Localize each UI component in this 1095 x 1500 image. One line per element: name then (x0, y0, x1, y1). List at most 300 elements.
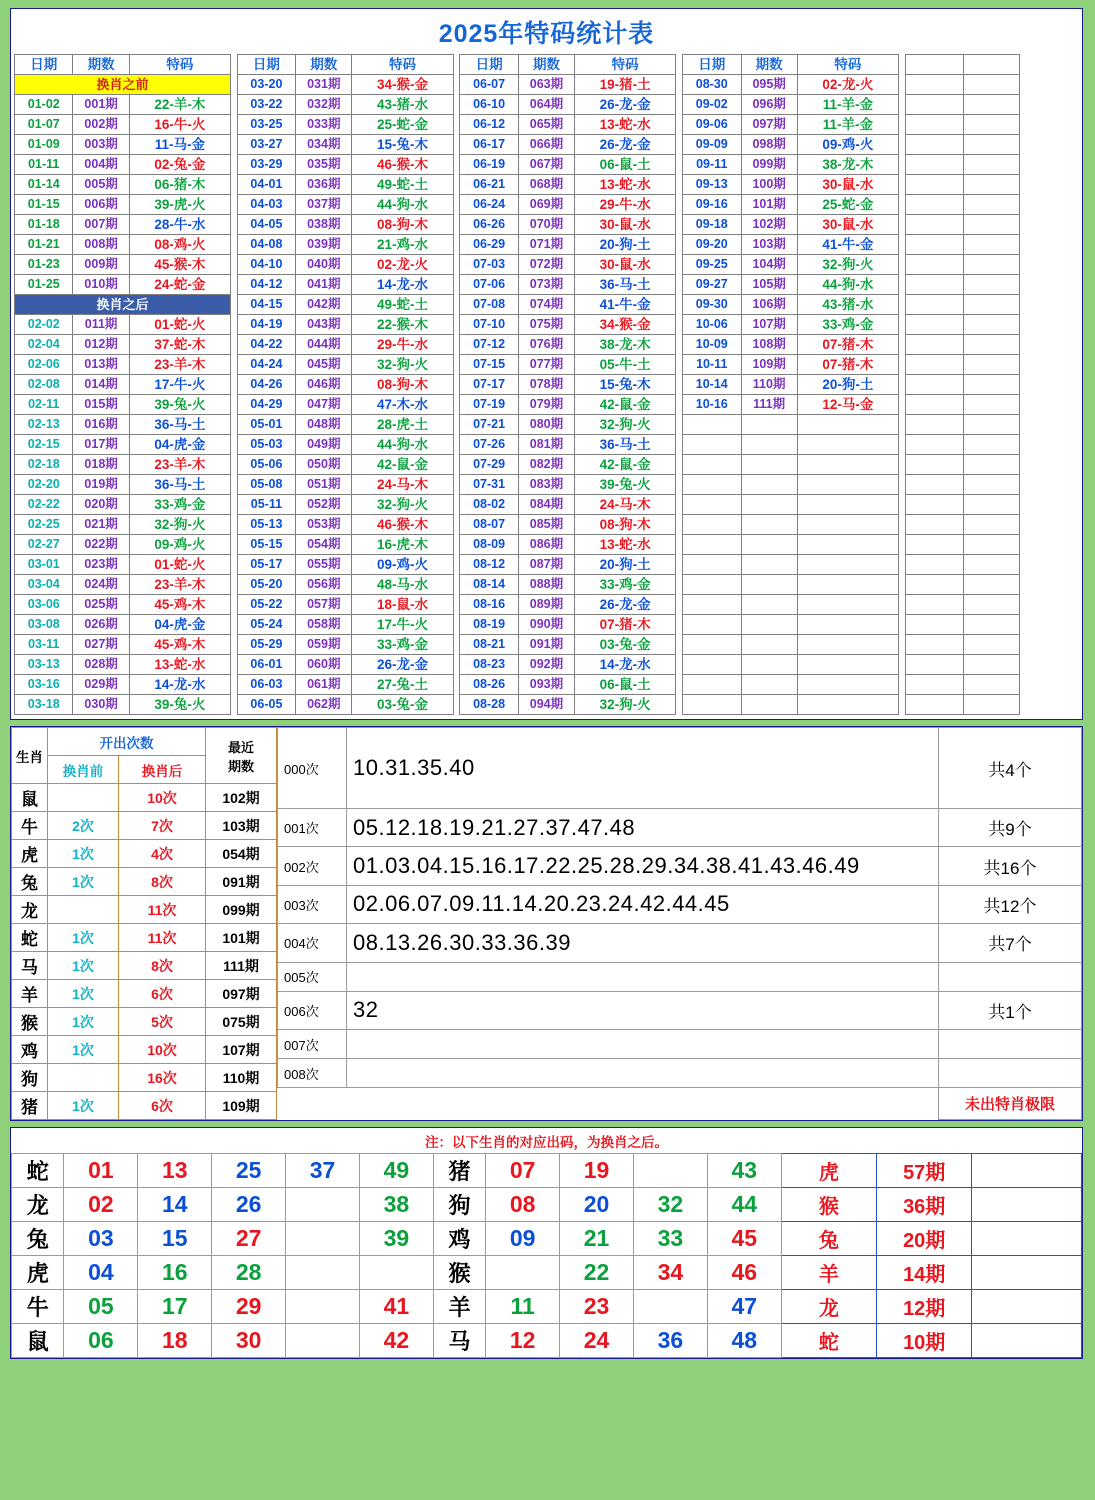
spare-cell (964, 515, 1020, 535)
recent-issue: 075期 (206, 1008, 277, 1036)
limit-zodiac: 龙 (781, 1290, 876, 1324)
spare-cell (964, 95, 1020, 115)
cell-code: 16-虎-木 (352, 535, 453, 555)
recent-issue: 101期 (206, 924, 277, 952)
spare-cell (905, 135, 963, 155)
column-gap (230, 555, 237, 575)
cell-code: 21-鸡-水 (352, 235, 453, 255)
cell-issue: 069期 (518, 195, 574, 215)
zodiac-row (12, 784, 277, 812)
column-gap (898, 395, 905, 415)
column-gap (230, 635, 237, 655)
cell-code: 42-鼠-金 (575, 455, 676, 475)
bottom-number: 37 (286, 1154, 360, 1188)
cell-code: 17-牛-火 (352, 615, 453, 635)
cell-date: 07-29 (460, 455, 518, 475)
cell-issue: 065期 (518, 115, 574, 135)
column-gap (676, 195, 683, 215)
table-row (15, 475, 1079, 495)
count-before (48, 1064, 119, 1092)
cell-date: 03-18 (15, 695, 73, 715)
bottom-zodiac-right: 猪 (433, 1154, 485, 1188)
bottom-number: 29 (212, 1290, 286, 1324)
spare-cell (905, 475, 963, 495)
cell-issue: 064期 (518, 95, 574, 115)
spare-cell (964, 135, 1020, 155)
bottom-number: 03 (64, 1222, 138, 1256)
column-gap (230, 515, 237, 535)
cell-issue: 052期 (296, 495, 352, 515)
table-row (15, 535, 1079, 555)
column-gap (676, 695, 683, 715)
recent-line1: 最近 (227, 739, 254, 755)
cell-date: 06-29 (460, 235, 518, 255)
col-header-date: 日期 (683, 55, 741, 75)
cell-issue: 096期 (741, 95, 797, 115)
cell-code: 32-狗-火 (352, 495, 453, 515)
cell-code: 24-蛇-金 (129, 275, 230, 295)
column-gap (898, 115, 905, 135)
cell-code: 41-牛-金 (575, 295, 676, 315)
column-gap (898, 55, 905, 75)
limit-zodiac: 蛇 (781, 1324, 876, 1358)
column-gap (230, 55, 237, 75)
cell-code: 18-鼠-水 (352, 595, 453, 615)
table-row (15, 155, 1079, 175)
cell-code: 26-龙-金 (575, 95, 676, 115)
spare-cell (964, 595, 1020, 615)
bottom-zodiac-left: 蛇 (12, 1154, 64, 1188)
recent-line2: 期数 (227, 758, 254, 774)
spare-cell (964, 355, 1020, 375)
column-gap (453, 435, 460, 455)
bottom-number: 12 (486, 1324, 560, 1358)
column-gap (676, 175, 683, 195)
freq-numbers (347, 1059, 939, 1088)
limit-zodiac: 兔 (781, 1222, 876, 1256)
spare-cell (905, 455, 963, 475)
cell-issue: 102期 (741, 215, 797, 235)
bottom-number: 16 (138, 1256, 212, 1290)
empty-cell (683, 455, 741, 475)
cell-issue: 027期 (73, 635, 129, 655)
zodiac-row (12, 1064, 277, 1092)
zodiac-name: 牛 (12, 812, 48, 840)
column-gap (676, 315, 683, 335)
count-after: 11次 (119, 924, 206, 952)
empty-cell (797, 695, 898, 715)
cell-issue: 075期 (518, 315, 574, 335)
cell-issue: 005期 (73, 175, 129, 195)
zodiac-name: 虎 (12, 840, 48, 868)
spare-cell (905, 575, 963, 595)
cell-issue: 001期 (73, 95, 129, 115)
column-gap (898, 515, 905, 535)
table-head (15, 55, 1079, 75)
column-gap (230, 135, 237, 155)
empty-cell (683, 435, 741, 455)
spare-cell (905, 215, 963, 235)
empty-cell (683, 415, 741, 435)
bottom-number: 15 (138, 1222, 212, 1256)
cell-code: 26-龙-金 (575, 595, 676, 615)
spare-cell (905, 595, 963, 615)
freq-numbers: 08.13.26.30.33.36.39 (347, 924, 939, 962)
bottom-number: 47 (707, 1290, 781, 1324)
column-gap (453, 535, 460, 555)
cell-code: 04-虎-金 (129, 435, 230, 455)
cell-issue: 084期 (518, 495, 574, 515)
empty-cell (797, 635, 898, 655)
cell-code: 06-鼠-土 (575, 155, 676, 175)
cell-issue: 058期 (296, 615, 352, 635)
freq-numbers: 05.12.18.19.21.27.37.47.48 (347, 809, 939, 847)
cell-date: 06-19 (460, 155, 518, 175)
bottom-number: 38 (359, 1188, 433, 1222)
cell-code: 14-龙-水 (352, 275, 453, 295)
cell-issue: 009期 (73, 255, 129, 275)
cell-date: 10-16 (683, 395, 741, 415)
recent-issue: 097期 (206, 980, 277, 1008)
spare-cell (964, 655, 1020, 675)
column-gap (230, 315, 237, 335)
cell-date: 02-25 (15, 515, 73, 535)
bottom-number: 49 (359, 1154, 433, 1188)
middle-panel (10, 726, 1083, 1121)
table-row (15, 675, 1079, 695)
table-row (15, 515, 1079, 535)
zodiac-row (12, 1036, 277, 1064)
cell-code: 34-猴-金 (575, 315, 676, 335)
cell-code: 08-狗-木 (352, 375, 453, 395)
limit-spare (972, 1188, 1082, 1222)
column-gap (676, 275, 683, 295)
column-gap (898, 615, 905, 635)
spare-cell (905, 495, 963, 515)
cell-code: 34-猴-金 (352, 75, 453, 95)
bottom-number: 06 (64, 1324, 138, 1358)
frequency-table (277, 727, 1082, 1120)
cell-date: 03-29 (237, 155, 295, 175)
freq-total: 共4个 (939, 728, 1082, 809)
bottom-zodiac-right: 猴 (433, 1256, 485, 1290)
cell-code: 32-狗-火 (352, 355, 453, 375)
cell-code: 24-马-木 (575, 495, 676, 515)
column-gap (230, 335, 237, 355)
column-gap (453, 175, 460, 195)
cell-code: 22-羊-木 (129, 95, 230, 115)
cell-issue: 048期 (296, 415, 352, 435)
spare-cell (905, 275, 963, 295)
empty-cell (683, 595, 741, 615)
cell-code: 29-牛-水 (575, 195, 676, 215)
cell-issue: 015期 (73, 395, 129, 415)
spare-cell (905, 295, 963, 315)
limit-spare (972, 1222, 1082, 1256)
column-gap (230, 175, 237, 195)
spare-cell (905, 675, 963, 695)
limit-periods: 12期 (877, 1290, 972, 1324)
count-before: 1次 (48, 952, 119, 980)
cell-date: 08-09 (460, 535, 518, 555)
cell-date: 01-14 (15, 175, 73, 195)
column-gap (898, 555, 905, 575)
recent-issue: 111期 (206, 952, 277, 980)
empty-cell (683, 575, 741, 595)
spare-cell (905, 635, 963, 655)
table-row (15, 555, 1079, 575)
cell-code: 42-鼠-金 (575, 395, 676, 415)
cell-code: 43-猪-水 (352, 95, 453, 115)
cell-date: 08-07 (460, 515, 518, 535)
bottom-number: 46 (707, 1256, 781, 1290)
bottom-zodiac-right: 狗 (433, 1188, 485, 1222)
cell-code: 26-龙-金 (575, 135, 676, 155)
spare-cell (905, 355, 963, 375)
cell-date: 07-19 (460, 395, 518, 415)
empty-cell (741, 495, 797, 515)
bottom-number: 07 (486, 1154, 560, 1188)
cell-code: 23-羊-木 (129, 455, 230, 475)
col-header-date: 日期 (460, 55, 518, 75)
bottom-number: 30 (212, 1324, 286, 1358)
bottom-zodiac-right: 羊 (433, 1290, 485, 1324)
col-header-issue: 期数 (296, 55, 352, 75)
cell-issue: 003期 (73, 135, 129, 155)
recent-issue: 102期 (206, 784, 277, 812)
bottom-number: 43 (707, 1154, 781, 1188)
recent-issue: 109期 (206, 1092, 277, 1120)
bottom-number: 09 (486, 1222, 560, 1256)
column-gap (676, 155, 683, 175)
column-gap (453, 235, 460, 255)
cell-issue: 103期 (741, 235, 797, 255)
cell-date: 03-13 (15, 655, 73, 675)
empty-cell (741, 435, 797, 455)
cell-date: 04-24 (237, 355, 295, 375)
cell-code: 25-蛇-金 (797, 195, 898, 215)
cell-date: 09-16 (683, 195, 741, 215)
count-after: 10次 (119, 1036, 206, 1064)
column-gap (453, 415, 460, 435)
cell-code: 25-蛇-金 (352, 115, 453, 135)
cell-issue: 021期 (73, 515, 129, 535)
column-gap (898, 495, 905, 515)
cell-issue: 090期 (518, 615, 574, 635)
empty-cell (683, 475, 741, 495)
table-row (15, 275, 1079, 295)
bottom-number: 32 (633, 1188, 707, 1222)
page-title: 2025年特码统计表 (438, 20, 655, 48)
bottom-number: 33 (633, 1222, 707, 1256)
bottom-number: 20 (560, 1188, 634, 1222)
bottom-number: 25 (212, 1154, 286, 1188)
column-gap (676, 115, 683, 135)
cell-code: 41-牛-金 (797, 235, 898, 255)
cell-date: 05-22 (237, 595, 295, 615)
column-gap (230, 195, 237, 215)
cell-date: 04-29 (237, 395, 295, 415)
table-row (15, 635, 1079, 655)
cell-issue: 022期 (73, 535, 129, 555)
spare-cell (964, 275, 1020, 295)
cell-code: 03-兔-金 (575, 635, 676, 655)
cell-issue: 007期 (73, 215, 129, 235)
limit-spare (972, 1256, 1082, 1290)
spare-cell (905, 115, 963, 135)
column-gap (676, 55, 683, 75)
column-gap (453, 95, 460, 115)
cell-issue: 018期 (73, 455, 129, 475)
spare-cell (905, 195, 963, 215)
column-gap (898, 135, 905, 155)
special-code-table (14, 54, 1079, 715)
bottom-number: 02 (64, 1188, 138, 1222)
cell-date: 07-12 (460, 335, 518, 355)
column-gap (676, 475, 683, 495)
column-gap (898, 255, 905, 275)
spare-cell (964, 235, 1020, 255)
column-gap (230, 155, 237, 175)
cell-issue: 051期 (296, 475, 352, 495)
cell-issue: 037期 (296, 195, 352, 215)
cell-issue: 079期 (518, 395, 574, 415)
cell-date: 04-01 (237, 175, 295, 195)
cell-issue: 077期 (518, 355, 574, 375)
cell-issue: 061期 (296, 675, 352, 695)
zodiac-row (12, 868, 277, 896)
freq-numbers: 01.03.04.15.16.17.22.25.28.29.34.38.41.43.46.49 (347, 847, 939, 885)
spare-cell (964, 295, 1020, 315)
cell-code: 13-蛇-水 (575, 115, 676, 135)
column-gap (898, 335, 905, 355)
cell-issue: 010期 (73, 275, 129, 295)
bottom-zodiac-right: 鸡 (433, 1222, 485, 1256)
spare-cell (905, 395, 963, 415)
spare-cell (964, 535, 1020, 555)
cell-issue: 080期 (518, 415, 574, 435)
bottom-number: 34 (633, 1256, 707, 1290)
cell-date: 06-21 (460, 175, 518, 195)
spare-cell (964, 155, 1020, 175)
column-gap (230, 495, 237, 515)
cell-date: 07-06 (460, 275, 518, 295)
cell-issue: 044期 (296, 335, 352, 355)
column-gap (230, 455, 237, 475)
column-gap (230, 215, 237, 235)
table-row (15, 375, 1079, 395)
cell-date: 01-25 (15, 275, 73, 295)
col-header-date: 日期 (237, 55, 295, 75)
limit-periods: 10期 (877, 1324, 972, 1358)
cell-code: 39-兔-火 (129, 395, 230, 415)
cell-date: 01-02 (15, 95, 73, 115)
cell-issue: 035期 (296, 155, 352, 175)
bottom-number: 05 (64, 1290, 138, 1324)
empty-cell (683, 675, 741, 695)
cell-date: 04-05 (237, 215, 295, 235)
cell-code: 08-鸡-火 (129, 235, 230, 255)
cell-issue: 036期 (296, 175, 352, 195)
cell-date: 05-06 (237, 455, 295, 475)
freq-numbers (347, 962, 939, 991)
freq-row (278, 924, 1082, 962)
cell-code: 08-狗-木 (575, 515, 676, 535)
cell-code: 39-虎-火 (129, 195, 230, 215)
cell-code: 19-猪-土 (575, 75, 676, 95)
bottom-number: 24 (560, 1324, 634, 1358)
count-before: 1次 (48, 1008, 119, 1036)
column-gap (898, 675, 905, 695)
cell-code: 06-鼠-土 (575, 675, 676, 695)
recent-issue: 054期 (206, 840, 277, 868)
table-row (15, 315, 1079, 335)
cell-date: 05-17 (237, 555, 295, 575)
column-gap (898, 575, 905, 595)
count-after: 7次 (119, 812, 206, 840)
freq-row (278, 962, 1082, 991)
cell-issue: 050期 (296, 455, 352, 475)
cell-date: 04-03 (237, 195, 295, 215)
cell-code: 45-鸡-木 (129, 595, 230, 615)
bottom-zodiac-left: 龙 (12, 1188, 64, 1222)
empty-cell (683, 535, 741, 555)
cell-code: 48-马-水 (352, 575, 453, 595)
cell-date: 02-22 (15, 495, 73, 515)
bottom-row (12, 1188, 1082, 1222)
cell-date: 05-11 (237, 495, 295, 515)
cell-issue: 053期 (296, 515, 352, 535)
cell-date: 05-24 (237, 615, 295, 635)
cell-date: 10-06 (683, 315, 741, 335)
column-gap (676, 335, 683, 355)
cell-date: 06-24 (460, 195, 518, 215)
limit-zodiac: 羊 (781, 1256, 876, 1290)
zodiac-row (12, 1008, 277, 1036)
cell-issue: 094期 (518, 695, 574, 715)
cell-date: 01-11 (15, 155, 73, 175)
cell-code: 33-鸡-金 (797, 315, 898, 335)
cell-date: 04-15 (237, 295, 295, 315)
cell-issue: 040期 (296, 255, 352, 275)
column-gap (230, 535, 237, 555)
zodiac-name: 猴 (12, 1008, 48, 1036)
table-row (15, 615, 1079, 635)
bottom-number: 41 (359, 1290, 433, 1324)
column-gap (453, 575, 460, 595)
cell-issue: 104期 (741, 255, 797, 275)
cell-issue: 031期 (296, 75, 352, 95)
column-gap (230, 695, 237, 715)
column-gap (230, 255, 237, 275)
zodiac-row (12, 812, 277, 840)
empty-cell (797, 655, 898, 675)
spare-cell (905, 615, 963, 635)
cell-code: 13-蛇-水 (129, 655, 230, 675)
cell-code: 36-马-土 (129, 415, 230, 435)
column-gap (676, 515, 683, 535)
table-row (15, 175, 1079, 195)
freq-total: 共16个 (939, 847, 1082, 885)
empty-cell (741, 455, 797, 475)
cell-date: 09-02 (683, 95, 741, 115)
cell-issue: 070期 (518, 215, 574, 235)
cell-date: 09-27 (683, 275, 741, 295)
column-gap (676, 495, 683, 515)
cell-code: 11-马-金 (129, 135, 230, 155)
column-gap (230, 115, 237, 135)
cell-issue: 046期 (296, 375, 352, 395)
